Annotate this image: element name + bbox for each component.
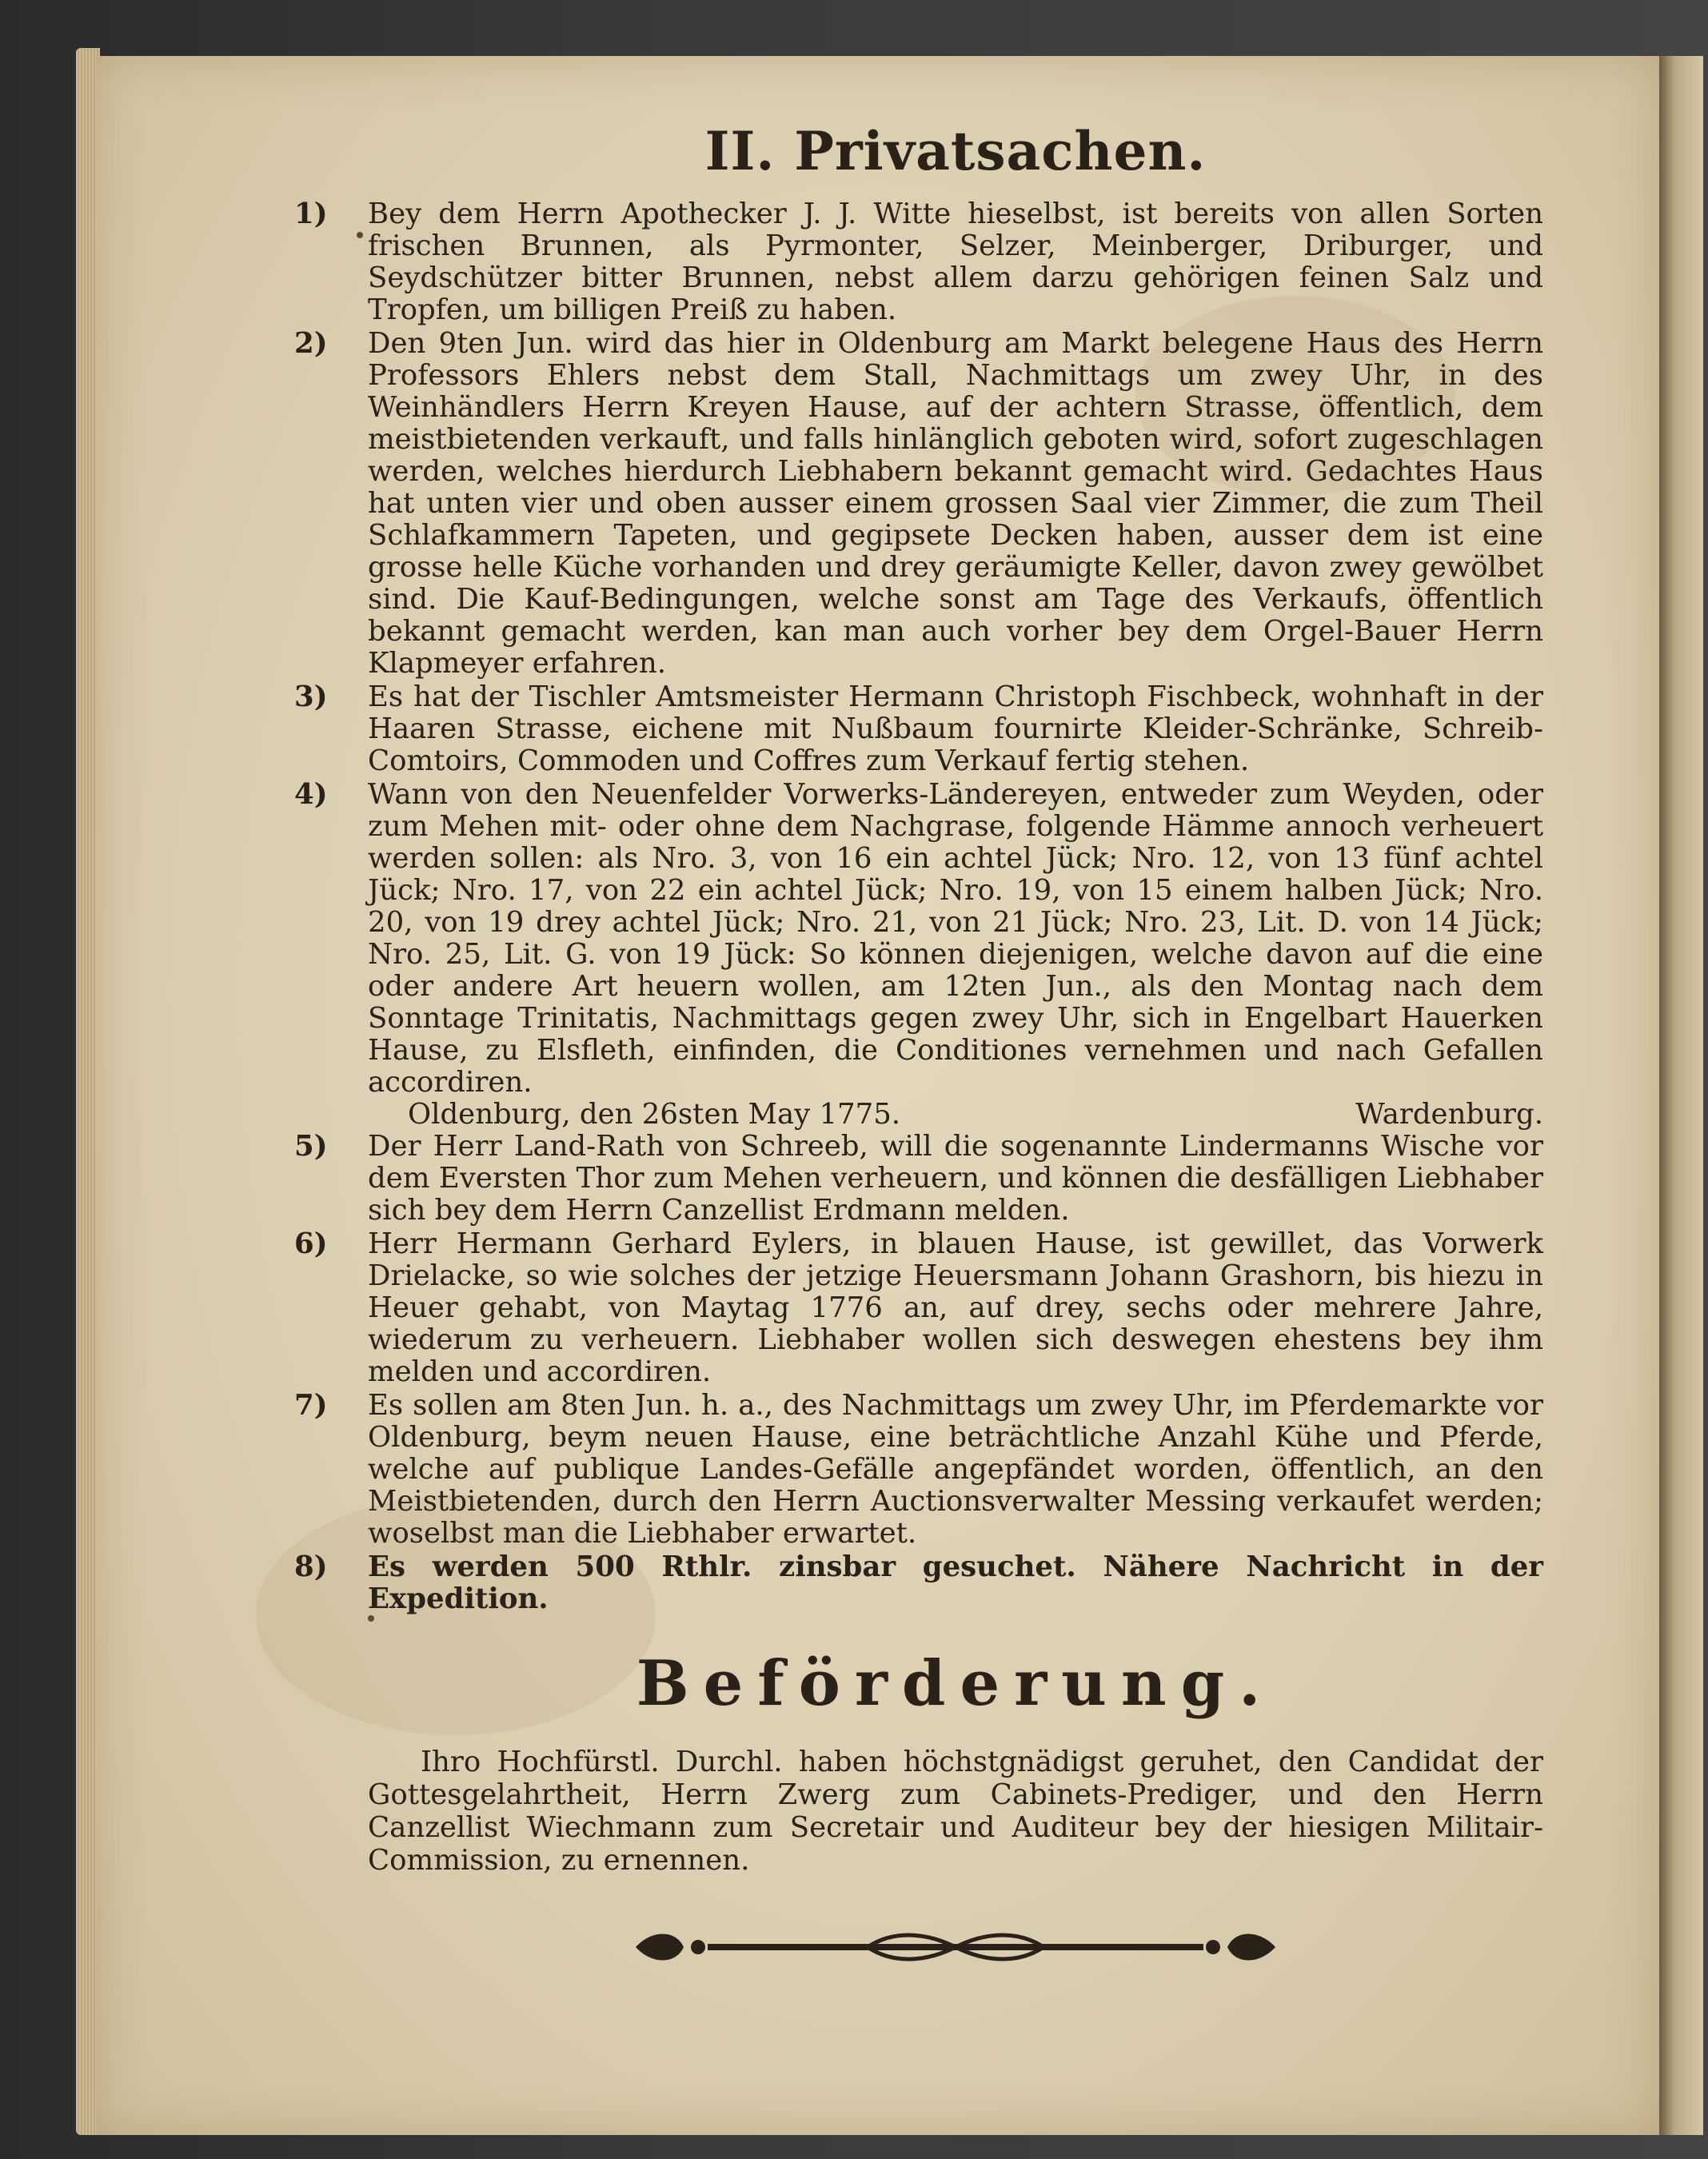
promotion-text: Ihro Hochfürstl. Durchl. haben höchstgnädigst geruhet, den Candidat der Gottesgelahrtheit, Herrn Zwerg zum Cabinets-Prediger, und den Herrn Canzellist Wiechmann zum Secretair und Auditeur bey der hiesigen Militair-Commission, zu ernennen. <box>368 1746 1543 1877</box>
notice-number: 7) <box>294 1389 328 1422</box>
notice-item <box>294 327 1543 680</box>
page-content <box>294 120 1543 1971</box>
notice-item <box>294 778 1543 1099</box>
dateline-signature: Wardenburg. <box>1355 1098 1543 1131</box>
notice-item <box>294 1130 1543 1227</box>
ornament-icon <box>628 1923 1283 1971</box>
notice-text: Den 9ten Jun. wird das hier in Oldenburg am Markt belegene Haus des Herrn Professors Ehlers nebst dem Stall, Nachmittags um zwey Uhr, in des Weinhändlers Herrn Kreyen Hause, auf der achtern Strasse, öffentlich, dem meistbietenden verkauft, und falls hinlänglich geboten wird, sofort zugeschlagen werden, welches hierdurch Liebhabern bekannt gemacht wird. Gedachtes Haus hat unten vier und oben ausser einem grossen Saal vier Zimmer, die zum Theil Schlafkammern Tapeten, und gegipsete Decken haben, ausser dem ist eine grosse helle Küche vorhanden und drey geräumigte Keller, davon zwey gewölbet sind. Die Kauf-Bedingungen, welche sonst am Tage des Verkaufs, öffentlich bekannt gemacht werden, kan man auch vorher bey dem Orgel-Bauer Herrn Klapmeyer erfahren. <box>368 327 1543 680</box>
notice-text: Es hat der Tischler Amtsmeister Hermann Christoph Fischbeck, wohnhaft in der Haaren Strasse, eichene mit Nußbaum fournirte Kleider-Schränke, Schreib-Comtoirs, Commoden und Coffres zum Verkauf fertig stehen. <box>368 680 1543 777</box>
dateline-place-date: Oldenburg, den 26sten May 1775. <box>408 1098 901 1131</box>
notice-text: Es sollen am 8ten Jun. h. a., des Nachmittags um zwey Uhr, im Pferdemarkte vor Oldenburg, beym neuen Hause, eine beträchtliche Anzahl Kühe und Pferde, welche auf publique Landes-Gefälle angepfändet worden, öffentlich, an den Meistbietenden, durch den Herrn Auctionsverwalter Messing verkaufet werden; woselbst man die Liebhaber erwartet. <box>368 1389 1543 1550</box>
section-heading: II. Privatsachen. <box>704 120 1207 182</box>
notice-number: 8) <box>294 1550 328 1583</box>
notice-number: 5) <box>294 1130 328 1163</box>
notice-text: Wann von den Neuenfelder Vorwerks-Ländereyen, entweder zum Weyden, oder zum Mehen mit- oder ohne dem Nachgrase, folgende Hämme annoch verheuert werden sollen: als Nro. 3, von 16 ein achtel Jück; Nro. 12, von 13 fünf achtel Jück; Nro. 17, von 22 ein achtel Jück; Nro. 19, von 15 einem halben Jück; Nro. 20, von 19 drey achtel Jück; Nro. 21, von 21 Jück; Nro. 23, Lit. D. von 14 Jück; Nro. 25, Lit. G. von 19 Jück: So können diejenigen, welche davon auf die eine oder andere Art heuern wollen, am 12ten Jun., als den Montag nach dem Sonntage Trinitatis, Nachmittags gegen zwey Uhr, sich in Engelbart Hauerken Hause, zu Elsfleth, einfinden, die Conditiones vernehmen und nach Gefallen accordiren. <box>368 778 1543 1099</box>
notice-number: 1) <box>294 198 328 230</box>
dateline <box>368 1099 1543 1131</box>
notice-number: 3) <box>294 680 328 713</box>
notice-text: Der Herr Land-Rath von Schreeb, will die sogenannte Lindermanns Wische vor dem Eversten Thor zum Mehen verheuern, und können die desfälligen Liebhaber sich bey dem Herrn Canzellist Erdmann melden. <box>368 1130 1543 1227</box>
notice-item <box>294 198 1543 326</box>
notice-item <box>294 680 1543 777</box>
notice-item <box>294 1389 1543 1550</box>
section-heading-promotion: Beförderung. <box>636 1647 1275 1720</box>
notice-number: 2) <box>294 327 328 360</box>
notice-item <box>294 1550 1543 1615</box>
book-gutter <box>1659 56 1703 2135</box>
notice-text: Es werden 500 Rthlr. zinsbar gesuchet. Nähere Nachricht in der Expedition. <box>368 1550 1543 1615</box>
notice-item <box>294 1227 1543 1388</box>
ornament-divider <box>368 1923 1543 1971</box>
notice-number: 4) <box>294 778 328 811</box>
notice-number: 6) <box>294 1227 328 1260</box>
ink-dot <box>357 232 363 238</box>
notice-text: Herr Hermann Gerhard Eylers, in blauen Hause, ist gewillet, das Vorwerk Drielacke, so wie solches der jetzige Heuersmann Johann Grashorn, bis hiezu in Heuer gehabt, von Maytag 1776 an, auf drey, sechs oder mehrere Jahre, wiederum zu verheuern. Liebhaber wollen sich deswegen ehestens bey ihm melden und accordiren. <box>368 1227 1543 1388</box>
notice-list <box>294 198 1543 1615</box>
notice-text: Bey dem Herrn Apothecker J. J. Witte hieselbst, ist bereits von allen Sorten frischen Brunnen, als Pyrmonter, Selzer, Meinberger, Driburger, und Seydschützer bitter Brunnen, nebst allem darzu gehörigen feinen Salz und Tropfen, um billigen Preiß zu haben. <box>368 198 1543 326</box>
